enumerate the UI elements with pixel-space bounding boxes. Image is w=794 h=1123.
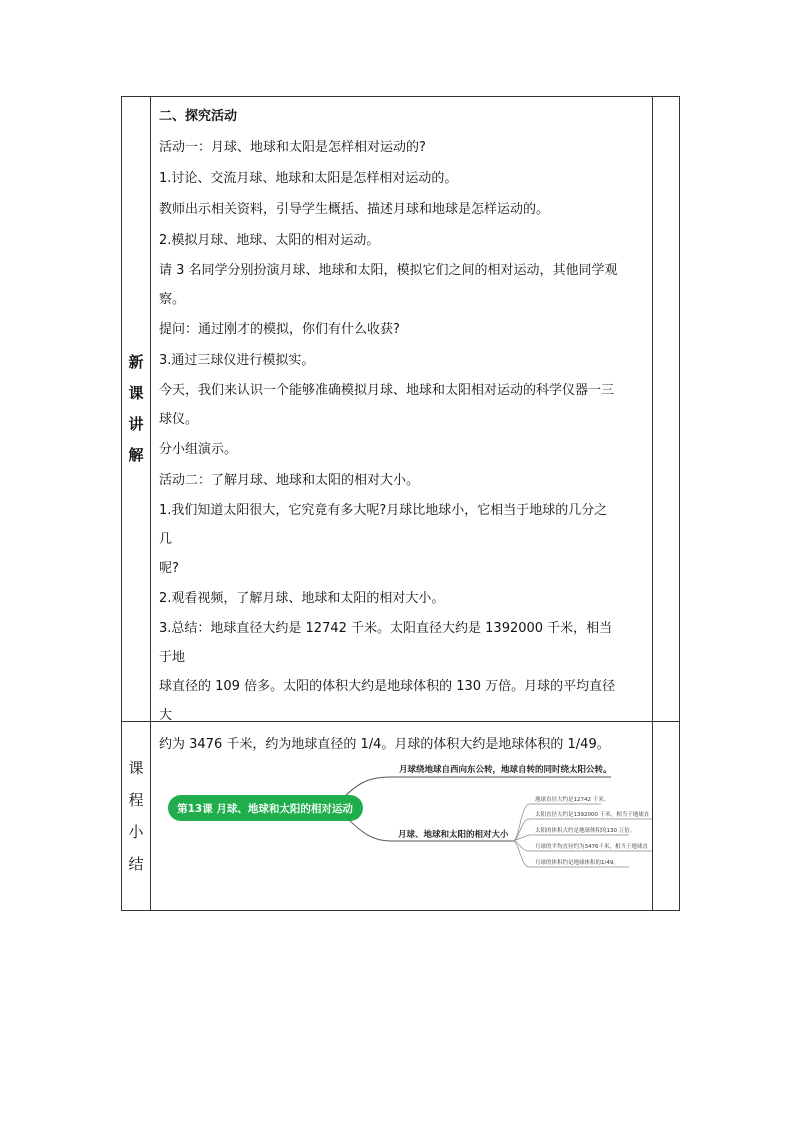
paragraph: 教师出示相关资料，引导学生概括、描述月球和地球是怎样运动的。 bbox=[159, 202, 550, 217]
mindmap-leaf: 月球的平均直径约为3476千米，相当于地球直 bbox=[535, 844, 648, 850]
activity-title: 活动一：月球、地球和太阳是怎样相对运动的? bbox=[159, 140, 426, 155]
mindmap-leaf: 月球的体积约是地球体积的1/49。 bbox=[535, 860, 619, 866]
lesson-table bbox=[121, 96, 680, 911]
paragraph: 今天，我们来认识一个能够准确模拟月球、地球和太阳相对运动的科学仪器一三 bbox=[159, 383, 615, 398]
activity-title: 活动二：了解月球、地球和太阳的相对大小。 bbox=[159, 473, 420, 488]
label-char: 小 bbox=[128, 823, 144, 841]
mindmap-leaf: 太阳直径大约是1392000 千米，相当于地球直 bbox=[535, 812, 650, 818]
leaf-connector bbox=[513, 804, 601, 841]
paragraph: 察。 bbox=[159, 292, 186, 307]
paragraph: 3.通过三球仪进行模拟实。 bbox=[159, 353, 315, 368]
mindmap-branch: 月球绕地球自西向东公转，地球自转的同时绕太阳公转。 bbox=[399, 765, 612, 775]
section-heading: 二、探究活动 bbox=[159, 109, 238, 124]
paragraph: 提问：通过刚才的模拟，你们有什么收获? bbox=[159, 322, 400, 337]
label-char: 结 bbox=[128, 855, 144, 873]
paragraph: 2.观看视频，了解月球、地球和太阳的相对大小。 bbox=[159, 591, 445, 606]
section-label-new-lesson bbox=[122, 97, 150, 721]
label-char: 程 bbox=[128, 791, 144, 809]
paragraph: 1.讨论、交流月球、地球和太阳是怎样相对运动的。 bbox=[159, 171, 458, 186]
paragraph: 1.我们知道太阳很大，它究竟有多大呢?月球比地球小，它相当于地球的几分之几 bbox=[159, 503, 608, 547]
section-label-summary bbox=[122, 721, 150, 911]
paragraph: 请 3 名同学分别扮演月球、地球和太阳，模拟它们之间的相对运动，其他同学观 bbox=[159, 263, 618, 278]
mindmap bbox=[151, 725, 652, 911]
paragraph: 2.模拟月球、地球、太阳的相对运动。 bbox=[159, 233, 380, 248]
paragraph: 呢? bbox=[159, 561, 179, 576]
label-char: 解 bbox=[128, 446, 144, 464]
label-char: 讲 bbox=[128, 415, 144, 433]
paragraph: 分小组演示。 bbox=[159, 442, 238, 457]
leaf-connector bbox=[513, 835, 629, 841]
column-divider bbox=[652, 97, 653, 910]
lesson-content bbox=[159, 101, 619, 759]
label-char: 课 bbox=[128, 759, 144, 777]
paragraph: 约为 3476 千米，约为地球直径的 1/4。月球的体积大约是地球体积的 1/49。 bbox=[159, 737, 610, 752]
paragraph: 球仪。 bbox=[159, 412, 199, 427]
mindmap-center-text: 第13课 月球、地球和太阳的相对运动 bbox=[177, 803, 353, 815]
mindmap-leaf: 地球直径大约是12742 千米。 bbox=[535, 797, 610, 803]
label-char: 课 bbox=[128, 384, 144, 402]
paragraph: 3.总结：地球直径大约是 12742 千米。太阳直径大约是 1392000 千米，相当于地 bbox=[159, 621, 613, 665]
mindmap-branch: 月球、地球和太阳的相对大小 bbox=[398, 830, 509, 840]
paragraph: 球直径的 109 倍多。太阳的体积大约是地球体积的 130 万倍。月球的平均直径大 bbox=[159, 679, 616, 723]
mindmap-svg bbox=[151, 725, 652, 911]
label-char: 新 bbox=[128, 353, 144, 371]
mindmap-leaf: 太阳的体积大约是地球体积的130 万倍。 bbox=[535, 828, 636, 834]
